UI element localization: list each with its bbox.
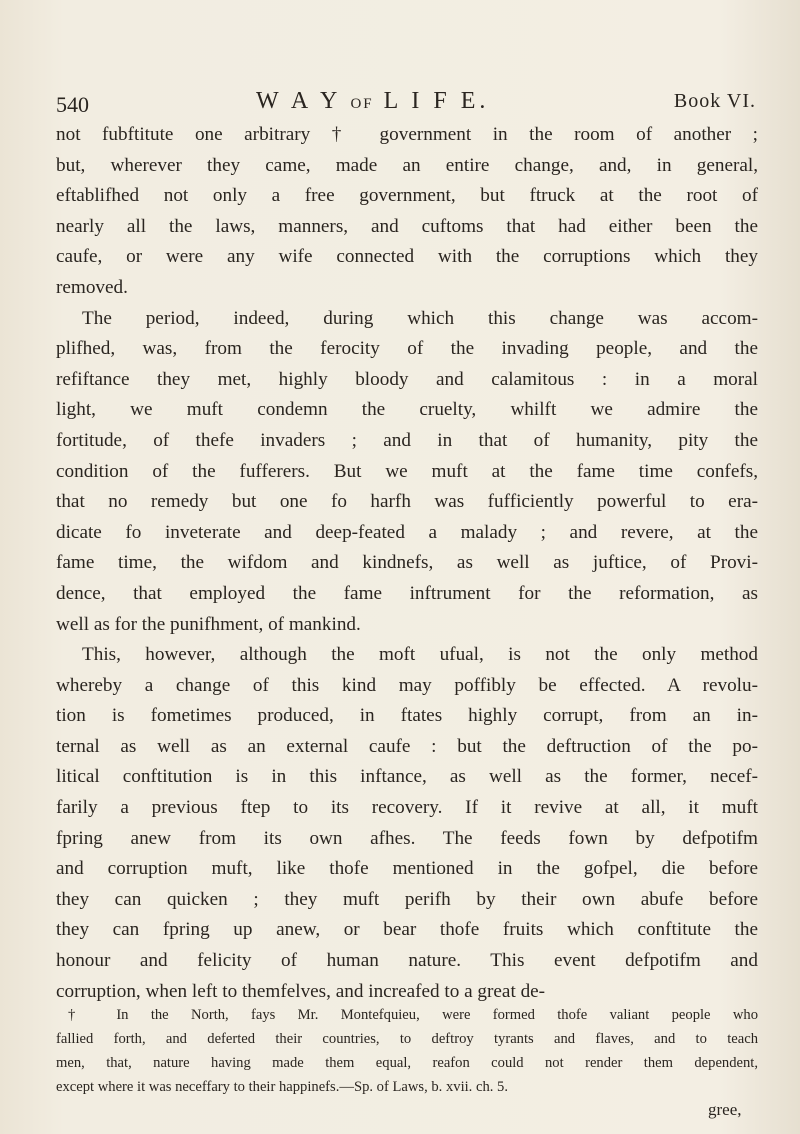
footnote-line: fallied forth, and deferted their countries, to deftroy tyrants and flaves, and to teach (56, 1031, 758, 1047)
text-line: that no remedy but one fo harfh was fufficiently powerful to era- (56, 491, 758, 513)
text-line: fortitude, of thefe invaders ; and in that of humanity, pity the (56, 429, 758, 451)
text-line: they can fpring up anew, or bear thofe fruits which conftitute the (56, 919, 758, 941)
footnote-line: † In the North, fays Mr. Montefquieu, were formed thofe valiant people who (68, 1007, 758, 1023)
paragraph (56, 120, 758, 304)
running-head-right: L I F E. (383, 88, 490, 114)
text-line: corruption, when left to themfelves, and increafed to a great de- (56, 980, 546, 1002)
paragraph (56, 640, 758, 1007)
footnote (56, 1003, 758, 1099)
book-number: Book VI. (673, 90, 756, 112)
text-line: fame time, the wifdom and kindnefs, as well as juftice, of Provi- (56, 552, 758, 574)
text-line: honour and felicity of human nature. This event defpotifm and (56, 950, 758, 972)
text-line: condition of the fufferers. But we muft at the fame time confefs, (56, 460, 758, 482)
text-line: dicate fo inveterate and deep-feated a malady ; and revere, at the (56, 521, 758, 543)
text-line: eftablifhed not only a free government, but ftruck at the root of (56, 185, 758, 207)
text-line: well as for the punifhment, of mankind. (56, 613, 361, 635)
text-line: tion is fometimes produced, in ftates highly corrupt, from an in- (56, 705, 758, 727)
text-line: not fubftitute one arbitrary † government in the room of another ; (56, 124, 758, 145)
page-header (56, 88, 756, 118)
page-number: 540 (56, 92, 89, 117)
text-line: ternal as well as an external caufe : but the deftruction of the po- (56, 735, 758, 757)
text-line: farily a previous ftep to its recovery. If it revive at all, it muft (56, 797, 758, 819)
text-line: refiftance they met, highly bloody and calamitous : in a moral (56, 368, 758, 390)
footnote-line: men, that, nature having made them equal, reafon could not render them dependent, (56, 1055, 758, 1071)
catchword: gree, (708, 1100, 742, 1119)
paragraph (56, 304, 758, 641)
running-head-of: OF (350, 96, 374, 112)
text-line: This, however, although the moft ufual, is not the only method (82, 644, 758, 666)
text-line: dence, that employed the fame inftrument for the reformation, as (56, 582, 758, 604)
body-text (56, 120, 758, 1007)
text-line: fpring anew from its own afhes. The feeds fown by defpotifm (56, 827, 758, 849)
text-line: whereby a change of this kind may poffibly be effected. A revolu- (56, 674, 758, 696)
text-line: they can quicken ; they muft perifh by their own abufe before (56, 888, 758, 910)
footnote-line: except where it was neceffary to their happinefs.—Sp. of Laws, b. xvii. ch. 5. (56, 1079, 508, 1095)
text-line: nearly all the laws, manners, and cuftoms that had either been the (56, 215, 758, 237)
text-line: caufe, or were any wife connected with the corruptions which they (56, 246, 758, 268)
text-line: plifhed, was, from the ferocity of the invading people, and the (56, 338, 758, 360)
text-line: removed. (56, 276, 128, 298)
running-head (256, 88, 489, 115)
text-line: but, wherever they came, made an entire change, and, in general, (56, 154, 758, 176)
text-line: and corruption muft, like thofe mentioned in the gofpel, die before (56, 858, 758, 880)
text-line: litical conftitution is in this inftance, as well as the former, necef- (56, 766, 758, 788)
text-line: light, we muft condemn the cruelty, whilft we admire the (56, 399, 758, 421)
text-line: The period, indeed, during which this change was accom- (82, 307, 758, 329)
running-head-left: W A Y (256, 88, 341, 114)
